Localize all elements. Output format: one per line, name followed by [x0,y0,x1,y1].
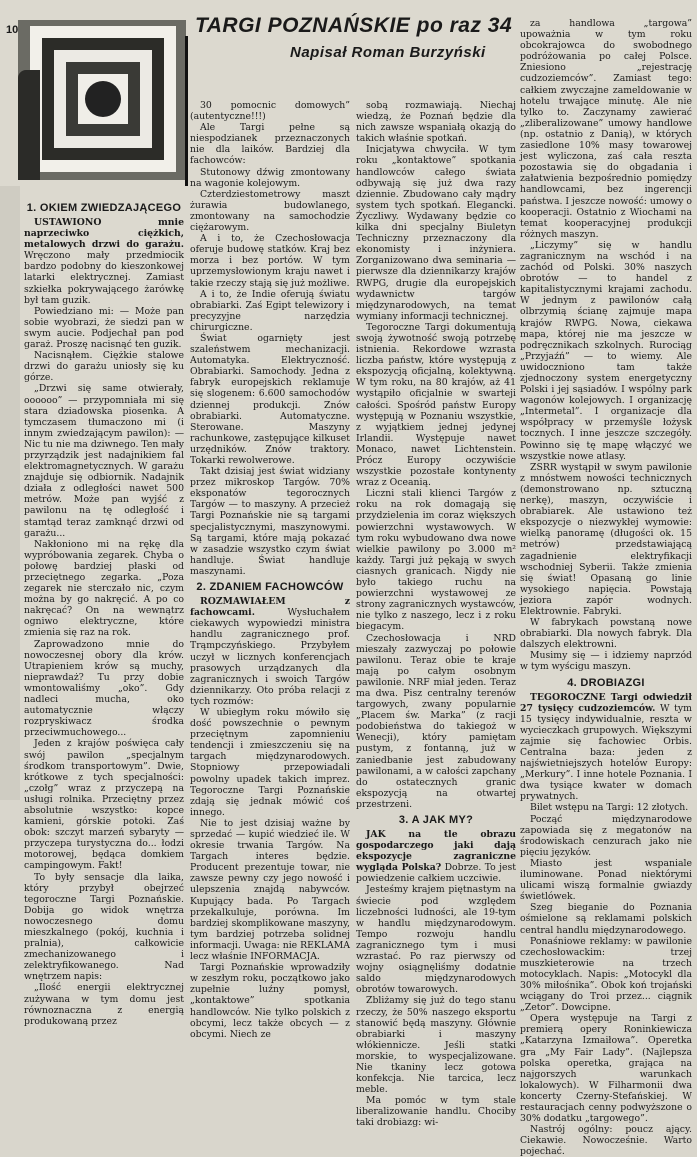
paragraph: Miasto jest wspaniale iluminowane. Ponad niektórymi ulicami wiszą formalnie gwiazdy świetlówek. [520,857,692,903]
paragraph: Jesteśmy krajem piętnastym na świecie pod względem liczebności ludności, ale 19-tym w handlu międzynarodowym. Tempo rozwoju handlu zagranicznego tym i musi wzrastać. Po raz pierwszy od wojny osiągnęliśmy dodatnie saldo międzynarodowych obrotów towarowych. [356,884,516,996]
headline: TARGI POZNAŃSKIE po raz 34 [195,14,513,37]
paragraph: Szeg bieganie do Poznania ośmielone są reklamami polskich central handlu międzynarodowego. [520,902,692,936]
paragraph: Zbliżamy się już do tego stanu rzeczy, że 50% naszego eksportu stanowić będą maszyny. Głównie obrabiarki i maszyny włókiennicze. Jeśli statki morskie, to wyspecjalizowane. Nie tkaniny lecz gotowa konfekcja. Nie tarcica, lecz meble. [356,995,516,1096]
paragraph: sobą rozmawiają. Niechaj wiedzą, że Poznań będzie dla nich zawsze wspaniałą okazją do takich właśnie spotkań. [356,100,516,145]
article-column-2 [190,100,350,1040]
paragraph: „Ilość energii elektrycznej zużywana w tym domu jest równoznaczna z energią produkowaną przez [24,982,184,1027]
fair-emblem-icon [85,81,121,117]
visitor-silhouette [18,70,40,180]
section-title: 4. DROBIAZGI [567,676,645,689]
article-column-3 [356,100,516,1129]
paragraph: Opera występuje na Targi z premierą opery Roninkiewicza „Katarzyna Izmaiłowa”. Operetka gra „My Fair Lady”. (Najlepsza polska operetka, grająca na najgorszych warunkach lokalowych). W Filharmonii dwa koncerty Czerny-Stefańskiej. W restauracjach cenny podwyższone o 30% dodatku „targowego”. [520,1013,692,1125]
paragraph: Ponaśniowe reklamy: w pawilonie czechosłowackim: trzej muszkieterowie na trzech motocyklach. Napis: „Motocykl dla 30% miłośnika”. Obok koń trojański wciągany do Troi przez... ciągnik „Zetor”. Dowcipne. [520,935,692,1014]
paragraph: Czechosłowacja i NRD mieszały zazwyczaj po połowie pawilonu. Teraz obie te kraje mają po całym osobnym pawilonie. NRF miał jeden. Teraz ma dwa. Pisz centralny terenów targowych, zwany popularnie „Placem św. Marka” (z racji podobieństwa do takiegoż w Wenecji), który pamiętam pustym, z fontanną, już w zaniedbanie jest zabudowany pawilonami, a w całości zapchany do ostatecznych granic ekspozycją na otwartej przestrzeni. [356,632,516,810]
paragraph: Ale Targi pełne są niespodzianek przeznaczonych nie dla laików. Bardziej dla fachowców: [190,122,350,167]
section-title: 1. OKIEM ZWIEDZAJĄCEGO [26,202,182,214]
paragraph: Nacisnąłem. Ciężkie stalowe drzwi do garażu uniosły się ku górze. [24,350,184,384]
paragraph: 30 pomocnic domowych” (autentyczne!!!) [190,100,350,123]
paragraph: za handlowa „targowa” upoważnia w tym roku obcokrajowca do swobodnego podróżowania po całej Polsce. Zniesiono „rejestrację cudzoziemców”. Zamiast tego: całkiem zwyczajne zameldowanie w hotelu trwające minutę. Ale nie tylko to. Zaczynamy zawierać „zliberalizowane” umowy handlowe (np. ostatnio z Danią), w których zasiedlone 10% masy towarowej jest wyliczona, zaś cała reszta pozostawia się do obgadania i załatwienia bezpośrednio pomiędzy handlowcami, bez ingerencji państwa. I jeszcze nowość: umowy o kooperacji. Ostatnio z Wiochami na temat kooperacyjnej produkcji różnych maszyn. [520,18,693,240]
paragraph: Wręczono mały przedmiocik bardzo podobny do kieszonkowej latarki elektrycznej. Zamiast szkiełka pokrywającego żarówkę był tam guzik. [24,250,184,306]
paragraph: ZSRR wystąpił w swym pawilonie z mnóstwem nowości technicznych (demonstrowano np. sztuczną nerkę), maszyn, oczywiście i obrabiarek. Ale ustawiono też ekspozycje o niezwykłej wymowie: wielką panoramę (długości ok. 15 metrów) przedstawiającą zagadnienie elektryfikacji wschodniej Syberii. Także zmienia się świat! Opasaną go linie wysokiego napięcia. Powstają jeziora zapór wodnych. Elektrownie. Fabryki. [520,461,692,617]
paragraph: Ma pomóc w tym stale liberalizowanie handlu. Chociby taki drobiazg: wi- [356,1095,516,1129]
section-title: 2. ZDANIEM FACHOWCÓW [196,581,344,594]
paragraph: Zaprowadzono mnie do nowoczesnej obory dla krów. Utrapieniem krów są muchy, nieprawdaż? Tu przy dobie wmontowaliśmy „oko”. Gdy nadleci mucha, oko automatycznie włączy rozpryskiwacz środka przeciwmuchowego... [24,638,184,739]
paragraph: Powiedziano mi: — Może pan sobie wyobrazi, że siedzi pan w swym aucie. Podjechał pan pod garaż. Proszę nacisnąć ten guzik. [24,305,184,351]
paragraph: Takt dzisiaj jest świat widziany przez mikroskop Targów. 70% eksponatów tegorocznych Targów — to maszyny. A przecież Targi Poznańskie nie są targami specjalistycznymi, maszynowymi. Są targami, które mają pokazać w zasadzie wszystko czym świat handluje. Świat handluje maszynami. [190,466,350,577]
paragraph: Nakłoniono mi na rękę dla wypróbowania zegarek. Chyba o połowę bardziej płaski od przeciętnego zegarka. „Poza zegarek nie sterczało nic, czym można by go nakręcić. A po co nakręcać? On na wewnątrz ogniwo elektryczne, które zmienia się raz na rok. [24,538,184,639]
section-lead: TEGOROCZNE Targi odwiedził 27 tysięcy cudzoziemców. [520,691,692,714]
paragraph: Musimy się — i idziemy naprzód w tym wyścigu maszyn. [520,650,692,673]
paragraph: „Drzwi się same otwierały, oooooo” — przypomniała mi się stara dziadowska piosenka. A tymczasem tłumaczono mi (i innym zwiedzającym pawilon): — Nic tu nie ma dziwnego. Ten mały przyrządzik jest nadajnikiem fal elektromagnetycznych. W garażu znajduje się odbiornik. Nadajnik działa z odległości nawet 500 metrów. Może pan wyjść z pawilonu na tę odległość i stamtąd teraz zamknąć drzwi od garażu... [24,383,184,539]
section-lead: JAK na tle obrazu gospodarczego jaki dają ekspozycje zagraniczne wygląda Polska? [356,829,516,874]
paragraph: To były sensacje dla laika, który przybył obejrzeć tegoroczne Targi Poznańskie. Dobija go widok wnętrza nowoczesnego domu mieszkalnego (pokój, kuchnia i pralnia), całkowicie zmechanizowanego i zelektryfikowanego. Nad wnętrzem napis: [24,871,184,983]
paragraph: Wysłuchałem ciekawych wypowiedzi ministra handlu zagranicznego prof. Trąmpczyńskiego. Przybyłem uczył w licznych konferencjach prasowych urządzanych dla zagranicznych i swoich Targów dziennikarzy. Oto próba relacji z tych rozmów: [190,607,350,707]
paragraph: W tym 15 tysięcy indywidualnie, reszta w wycieczkach grupowych. Większymi zajmie się fachowiec Orbis. Centralna baza: jeden z najświetniejszych hotelów Europy: „Merkury”. I inne hotele Poznania. I dwa tysiące kwater w domach prywatnych. [520,702,692,803]
paragraph: Świat ogarnięty jest szaleństwem mechanizacji. Automatyka. Elektryczność. Obrabiarki. Samochody. Jedna z fabryk europejskich reklamuje się slogenem: 6.600 samochodów dziennej produkcji. Znów obrabiarki. Automatyczne. Sterowane. Maszyny rachunkowe, zastępujące kilkuset urzędników. Znów traktory. Tokarki rewolwerowe. [190,332,350,466]
page-margin-strip [0,186,20,800]
paragraph: Liczni stali klienci Targów z roku na rok domagają się przydzielenia im coraz większych powierzchni wystawowych. W tym roku wybudowano dwa nowe wielkie pawilony po 3.000 m² każdy. Targi już pękają w swych ciasnych granicach. Nigdy nie było takiego ruchu na powierzchni wystawowej ze strony zagranicznych wystawców, nie tylko z naszego, lecz i z roku biegacym. [356,488,516,633]
section-lead: ROZMAWIAŁEM z fachowcami. [190,596,350,619]
paragraph: Tegoroczne Targi dokumentują swoją żywotność swoją potrzebę istnienia. Rekordowe wzrasta liczba państw, które występują z ekspozycją oficjalną, kolektywną. W tym roku, na 80 krajów, aż 41 wystąpiło oficjalnie w swarteji całości. Spośród państw Europy występują w Poznaniu wszystkie, z wyjątkiem jednej jedynej Irlandii. Występuje nawet Monaco, nawet Lichtenstein. Prócz Europy oczywiście wszystkie pozostałe kontynenty wraz z Oceanią. [356,321,516,489]
paragraph: Targi Poznańskie wprowadziły w zeszłym roku, początkowo jako zupełnie luźny pomysł, „kontaktowe” spotkania handlowców. Nie tylko polskich z obcymi, lecz także obcych — z obcymi. Niech ze [190,962,350,1040]
vertical-rule [185,36,188,186]
paragraph: Bilet wstępu na Targi: 12 złotych. [530,802,689,814]
paragraph: Dobrze. To jest powiedzenie całkiem uczciwie. [356,862,516,885]
paragraph: W ubiegłym roku mówiło się dość powszechnie o pewnym przeciętnym zapomnieniu tendencji i zmieszczeniu się na targach międzynarodowych. Stopniowy przepowiadali powolny upadek takich imprez. Tegoroczne Targi Poznańskie zdają się jednak mówić coś innego. [190,706,350,818]
paragraph: A i to, że Czechosłowacja oferuje budowę statków. Kraj bez morza i bez portów. W tym uprzemysłowionym kraju nawet i takie rzeczy stają się już możliwe. [190,233,350,289]
article-column-1 [24,198,184,1027]
paragraph: Stutonowy dźwig zmontowany na wagonie kolejowym. [190,166,350,189]
fair-logo-photo [18,20,186,180]
page-number: 10 [6,24,19,36]
paragraph: Czterdziestometrowy maszt żurawia budowlanego, zmontowany na samochodzie ciężarowym. [190,188,350,234]
paragraph: W fabrykach powstaną nowe obrabiarki. Dla nowych fabryk. Dla dalszych elektrowni. [520,617,692,651]
byline: Napisał Roman Burzyński [290,44,486,61]
paragraph: Nastrój ogólny: poucz ający. Ciekawie. Nowocześnie. Warto pojechać. [520,1124,692,1157]
section-title: 3. A JAK MY? [398,814,474,826]
section-lead: USTAWIONO mnie naprzeciwko ciężkich, metalowych drzwi do garażu. [24,217,184,251]
paragraph: A i to, że Indie oferują światu obrabiarki. Zaś Egipt telewizory i precyzyjne narzędzia chirurgiczne. [190,288,350,333]
paragraph: Jeden z krajów poświęca cały swój pawilon „specjalnym środkom transportowym”. Dwie, krótkowe z tych specjalności: „czołg” wraz z przyczepą na usługi rolnika. Przeciętny przez absolutnie wszystko: kopce kamieni, górskie potoki. Zaś obok: szczyt marzeń sybaryty — przyczepa turystyczna do... łodzi motorowej, będąca domkiem campingowym. Fakt! [24,738,184,872]
paragraph: „Liczymy” się w handlu zagranicznym na wschód i na zachód od Polski. 30% naszych obrotów — to handel z kapitalistycznymi krajami zachodu. W jednym z pawilonów całą olbrzymią ścianę zajmuje mapa krajów RWPG. Nowa, ciekawa mapa, której nie ma jeszcze w podręcznikach szkolnych. Rurociąg „Przyjaźń” — to wiemy. Ale uwidoczniono tam także zjednoczony system energetyczny Polski i jej sąsiadów. I wspólny park wagonów kolejowych. I organizację „Intermetal”. I organizacje dla współpracy w przemyśle łożysk tocznych. I inne jeszcze szczegóły. Powinno się tę mapę włączyć we wszystkie nowe atlasy. [520,239,692,462]
paragraph: Nie to jest dzisiaj ważne by sprzedać — kupić wiedzieć ile. W okresie trwania Targów. Na Targach interes będzie. Producent prezentuje towar, nie zawsze pewny czy jego nowość i ulepszenia znajdą nabywców. Kupujący bada. Po Targach przekalkuluje, porówna. Im bardziej skomplikowane maszyny, tym bardziej potrzeba solidnej informacji. Uwaga: nie REKLAMA lecz właśnie INFORMACJA. [190,817,350,963]
paragraph: Począć międzynarodowe zapowiada się z megatonów na środowiskach cenzurach jako nie pięciu języków. [520,813,692,858]
paragraph: Inicjatywa chwyciła. W tym roku „kontaktowe” spotkania handlowców całego świata odbywają się już dwa razy dziennie. Zbudowano cały mądry system tych spotkań. Elegancki. Życzliwy. Wydawany będzie co kilka dni specjalny Biuletyn Techniczny przeznaczony dla ekonomisty i inżyniera. Zorganizowano dwa seminaria — pierwsze dla dziennikarzy krajów RWPG, drugie dla europejskich wydawnictw targów międzynarodowych, na temat wymiany informacji technicznej. [356,144,516,322]
article-column-4 [520,18,693,1157]
